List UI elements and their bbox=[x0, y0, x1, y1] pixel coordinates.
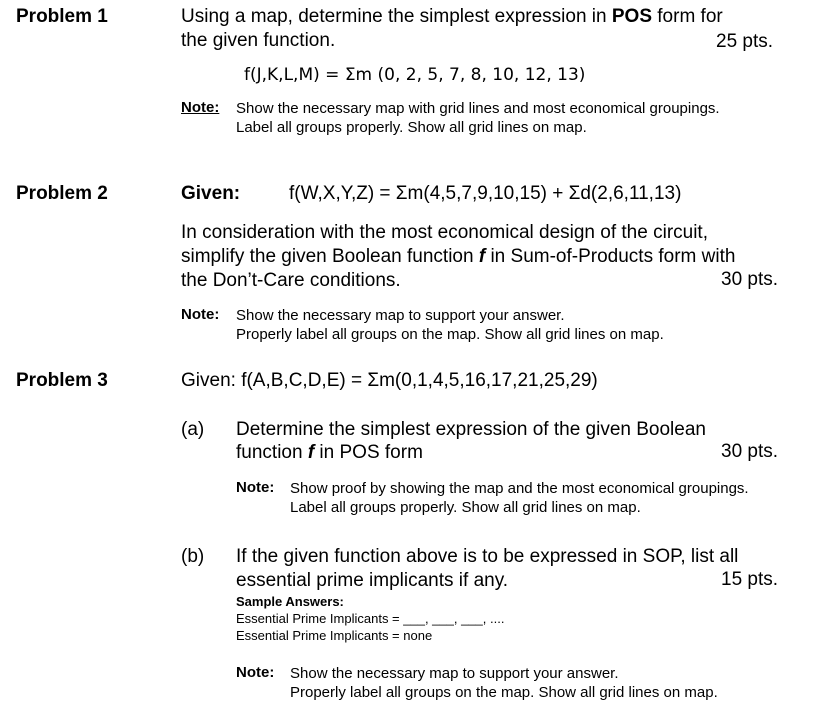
problem3a-note-line1: Show proof by showing the map and the most economical groupings. bbox=[290, 480, 749, 497]
problem3a-f-symbol: f bbox=[307, 442, 315, 463]
problem3a-points: 30 pts. bbox=[721, 441, 779, 462]
problem1-line1 bbox=[181, 5, 723, 29]
problem3b-note-line1: Show the necessary map to support your answer. bbox=[290, 665, 619, 682]
problem2-note-line2: Properly label all groups on the map. Show all grid lines on map. bbox=[236, 326, 664, 343]
problem1-note-line2: Label all groups properly. Show all grid lines on map. bbox=[236, 119, 587, 136]
problem1-note-label: Note: bbox=[181, 99, 220, 116]
problem3a-line2-a: function bbox=[236, 442, 308, 463]
problem2-note-label: Note: bbox=[181, 306, 220, 323]
problem1-points: 25 pts. bbox=[716, 31, 774, 52]
problem2-line2-b: in Sum-of-Products form with bbox=[485, 246, 736, 267]
problem2-points: 30 pts. bbox=[721, 269, 779, 290]
problem3b-marker: (b) bbox=[181, 546, 205, 567]
problem2-label: Problem 2 bbox=[16, 183, 108, 204]
problem3b-sample1: Essential Prime Implicants = ___, ___, ___, .... bbox=[236, 611, 505, 626]
problem2-note-line1: Show the necessary map to support your answer. bbox=[236, 307, 565, 324]
problem3b-sample-label: Sample Answers: bbox=[236, 594, 344, 609]
problem1-function: f(J,K,L,M) = Σm (0, 2, 5, 7, 8, 10, 12, 13) bbox=[244, 65, 586, 85]
problem3a-line2-b: in POS form bbox=[314, 442, 423, 463]
problem3a-note-line2: Label all groups properly. Show all grid lines on map. bbox=[290, 499, 641, 516]
problem1-pos-keyword: POS bbox=[611, 6, 652, 27]
problem1-line2: the given function. bbox=[181, 30, 336, 51]
problem3b-line1: If the given function above is to be expressed in SOP, list all bbox=[236, 546, 739, 567]
problem2-function: f(W,X,Y,Z) = Σm(4,5,7,9,10,15) + Σd(2,6,11,13) bbox=[289, 183, 682, 204]
problem1-note-line1: Show the necessary map with grid lines and most economical groupings. bbox=[236, 100, 720, 117]
problem3-given: Given: f(A,B,C,D,E) = Σm(0,1,4,5,16,17,21,25,29) bbox=[181, 370, 598, 391]
problem2-given-label: Given: bbox=[181, 183, 241, 204]
problem3b-points: 15 pts. bbox=[721, 569, 779, 590]
problem3a-line2 bbox=[236, 441, 423, 465]
problem2-f-symbol: f bbox=[478, 246, 486, 267]
problem2-line3: the Don’t-Care conditions. bbox=[181, 270, 401, 291]
problem2-line1: In consideration with the most economical design of the circuit, bbox=[181, 222, 708, 243]
problem1-line1-c: form for bbox=[652, 6, 723, 27]
problem3a-note-label: Note: bbox=[236, 479, 275, 496]
problem1-line1-a: Using a map, determine the simplest expression in bbox=[181, 6, 612, 27]
problem3b-line2: essential prime implicants if any. bbox=[236, 570, 509, 591]
problem2-line2 bbox=[181, 245, 735, 269]
problem3-label: Problem 3 bbox=[16, 370, 108, 391]
problem1-label: Problem 1 bbox=[16, 6, 108, 27]
problem3b-sample2: Essential Prime Implicants = none bbox=[236, 628, 433, 643]
problem3a-marker: (a) bbox=[181, 419, 205, 440]
problem3b-note-label: Note: bbox=[236, 664, 275, 681]
problem3a-line1: Determine the simplest expression of the given Boolean bbox=[236, 419, 706, 440]
problem2-line2-a: simplify the given Boolean function bbox=[181, 246, 479, 267]
problem3b-note-line2: Properly label all groups on the map. Show all grid lines on map. bbox=[290, 684, 718, 701]
